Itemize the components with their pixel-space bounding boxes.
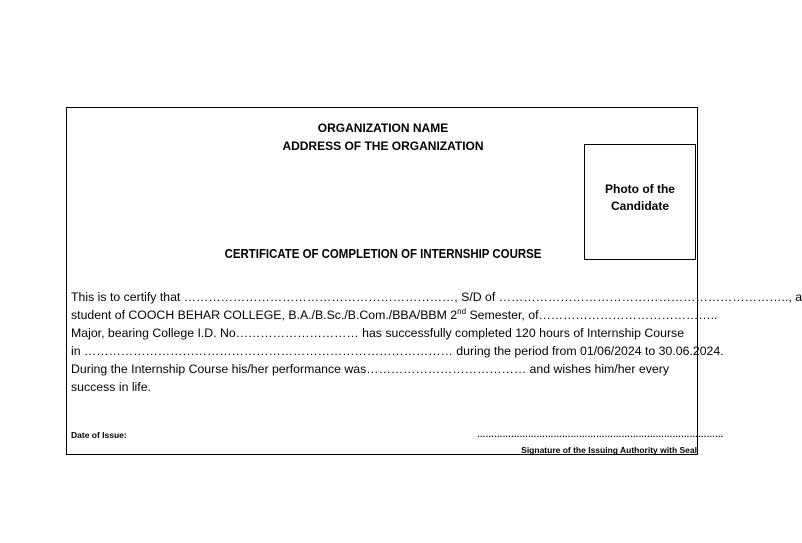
- body-line-1: This is to certify that …………………………………………………………, S/D of …………………………………………………………….., a: [71, 290, 802, 304]
- body-line-6: success in life.: [71, 380, 151, 394]
- body-line-2-start: student of COOCH BEHAR COLLEGE, B.A./B.Sc./B.Com./BBA/BBM 2: [71, 308, 458, 322]
- certificate-body: [71, 288, 802, 396]
- photo-label: Photo of the Candidate: [605, 182, 675, 213]
- signature-line: ……………………………………………………………………………: [477, 429, 724, 439]
- body-line-2: [71, 306, 718, 324]
- body-line-4: in ……………………………………………………………………………… during the period from 01/06/2024 to 30.06.2024.: [71, 344, 724, 358]
- certificate-title: CERTIFICATE OF COMPLETION OF INTERNSHIP COURSE: [224, 246, 542, 261]
- organization-name: ORGANIZATION NAME: [317, 121, 449, 135]
- candidate-photo-box: [584, 144, 696, 260]
- body-line-5: During the Internship Course his/her performance was………………………………… and wishes him/her every: [71, 362, 669, 376]
- organization-address: ADDRESS OF THE ORGANIZATION: [282, 139, 484, 153]
- signature-label: Signature of the Issuing Authority with Seal: [521, 445, 697, 455]
- body-line-2-end: Semester, of……………………………………..: [466, 308, 718, 322]
- certificate-frame: [66, 107, 802, 455]
- ordinal-suffix: nd: [457, 306, 467, 316]
- date-of-issue-label: Date of Issue:: [71, 430, 127, 440]
- body-line-3: Major, bearing College I.D. No………………………… has successfully completed 120 hours of Internship Course: [71, 326, 685, 340]
